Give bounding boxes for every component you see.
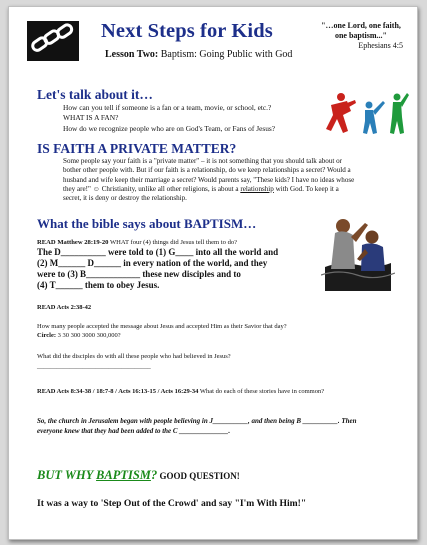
read-acts-2-ref xyxy=(37,304,91,311)
read-matthew-ref: READ Matthew 28:19-20 xyxy=(37,239,109,246)
circle-label: Circle: xyxy=(37,332,57,339)
read-matthew-line xyxy=(37,239,237,246)
lesson-title: Baptism: Going Public with God xyxy=(160,49,293,60)
read-acts-2-question: How many people accepted the message about Jesus and accepted Him as their Savior that day? xyxy=(37,323,287,330)
page-title: Next Steps for Kids xyxy=(101,20,273,42)
why-heading-plain: BUT WHY xyxy=(37,468,97,482)
jesus-baptism-illustration-icon xyxy=(321,209,395,291)
read-matthew-question: WHAT four (4) things did Jesus tell them to do? xyxy=(108,239,238,246)
chain-links-logo-icon xyxy=(27,21,79,61)
circle-options-line xyxy=(37,332,121,339)
fan-question-2: WHAT IS A FAN? xyxy=(63,113,119,122)
relationship-underlined-word: relationship xyxy=(240,184,274,193)
why-baptism-heading xyxy=(37,468,240,483)
fan-section-heading: Let's talk about it… xyxy=(37,87,153,102)
circle-options: 3 30 300 3000 300,000? xyxy=(56,332,121,339)
why-heading-underlined: BAPTISM xyxy=(96,468,151,482)
faith-section-heading: IS FAITH A PRIVATE MATTER? xyxy=(37,141,237,156)
sports-fans-figures-icon xyxy=(321,91,411,139)
read-acts-stories-ref: READ Acts 8:34-38 / 18:7-8 / Acts 16:13-15 / Acts 16:29-34 xyxy=(37,388,199,395)
final-statement: It was a way to 'Step Out of the Crowd' and say "I'm With Him!" xyxy=(37,498,307,509)
fill-line-4: (4) T______ them to obey Jesus. xyxy=(37,280,160,290)
verse-text: "…one Lord, one faith, one baptism..." xyxy=(321,21,401,40)
fill-line-2: (2) M______ D______ in every nation of the world, and they xyxy=(37,258,268,268)
read-acts-stories-question: What do each of these stories have in common? xyxy=(198,388,325,395)
why-heading-mark: ? xyxy=(150,468,158,482)
why-heading-tail: GOOD QUESTION! xyxy=(157,471,240,481)
read-acts-stories-line xyxy=(37,387,377,396)
verse-box xyxy=(319,21,403,51)
lesson-label: Lesson Two: xyxy=(105,49,159,60)
read-acts-2-question-2: What did the disciples do with all these people who had believed in Jesus? xyxy=(37,353,231,360)
lesson-subtitle xyxy=(105,49,292,60)
fan-question-1: How can you tell if someone is a fan or a team, movie, or school, etc.? xyxy=(63,103,272,112)
verse-reference: Ephesians 4:5 xyxy=(358,41,403,50)
faith-paragraph xyxy=(63,157,355,203)
fill-line-1: The D__________ were told to (1) G____ into all the world and xyxy=(37,247,279,257)
answer-blank-line[interactable]: ___________________________________ xyxy=(37,363,151,370)
fill-line-3: were to (3) B____________ these new disciples and to xyxy=(37,269,241,279)
faith-paragraph-end: with God. To keep it a secret, it is deny or destroy the relationship. xyxy=(63,184,339,203)
faith-paragraph-start: Some people say your faith is a "private matter" – it is not something that you should talk about or bother other people with. But if our faith is a relationship, do we keep relationships a secret? Would a husband and wife keep their marriage a secret? Would parents say, "These kids? I have no ideas whose they are!" ☺ Christianity, unlike all other religions, is about a xyxy=(63,157,355,193)
fan-question-3: How do we recognize people who are on God's Team, or Fans of Jesus? xyxy=(63,124,276,133)
worksheet-page xyxy=(8,6,418,540)
fill-in-blanks-block xyxy=(37,247,322,291)
read-acts-2-label: READ Acts 2:38-42 xyxy=(37,304,92,311)
summary-fill-in: So, the church in Jerusalem began with people believing in J__________, and then being B __________. Then everyone knew that they had been added to the C ______________. xyxy=(37,417,357,435)
bible-section-heading: What the bible says about BAPTISM… xyxy=(37,216,257,231)
